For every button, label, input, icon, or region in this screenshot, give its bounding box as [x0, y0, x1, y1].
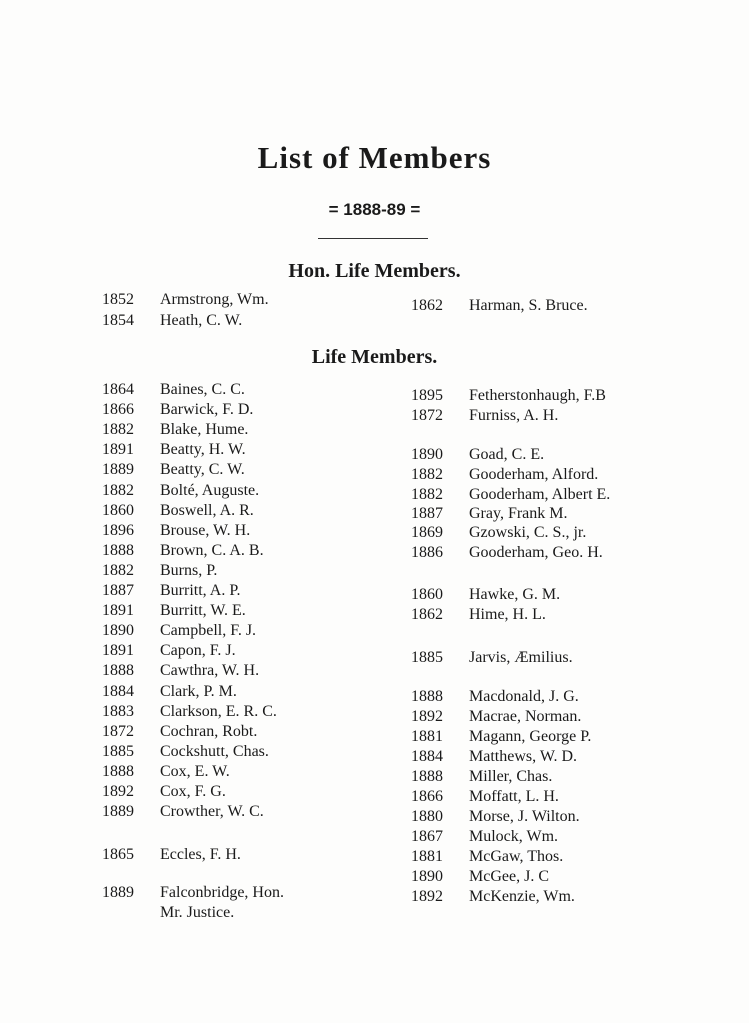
- member-year: 1872: [102, 722, 134, 740]
- member-name: Beatty, H. W.: [160, 441, 246, 459]
- member-name: Burritt, W. E.: [160, 602, 246, 620]
- life-members-heading: Life Members.: [311, 346, 438, 368]
- member-name: Miller, Chas.: [469, 768, 553, 785]
- member-name: Bolté, Auguste.: [160, 481, 260, 499]
- member-name: Baines, C. C.: [160, 381, 245, 398]
- member-year: 1896: [102, 521, 134, 539]
- member-name: Cox, E. W.: [160, 762, 230, 780]
- member-year: 1882: [102, 481, 134, 499]
- member-year: 1860: [411, 586, 443, 603]
- member-entry: [411, 828, 558, 846]
- member-year: 1892: [102, 783, 134, 800]
- member-entry: [102, 312, 242, 330]
- member-name: Hime, H. L.: [469, 606, 546, 623]
- member-name: Beatty, C. W.: [160, 461, 245, 479]
- member-name: McGaw, Thos.: [469, 848, 564, 865]
- member-entry: [102, 743, 269, 761]
- member-year: 1862: [411, 297, 443, 314]
- member-entry: [102, 904, 234, 922]
- member-entry: [102, 461, 245, 479]
- member-year: 1884: [102, 682, 134, 700]
- member-entry: [102, 291, 269, 309]
- member-year: 1885: [411, 649, 443, 666]
- member-name: Armstrong, Wm.: [160, 291, 269, 308]
- member-year: 1888: [102, 762, 134, 780]
- member-entry: [411, 848, 563, 866]
- member-name: Boswell, A. R.: [160, 501, 254, 519]
- member-year: 1890: [102, 622, 134, 640]
- member-name: Burns, P.: [160, 561, 218, 579]
- member-entry: [411, 708, 581, 726]
- member-year: 1872: [411, 407, 443, 424]
- hon-life-members-heading: Hon. Life Members.: [288, 260, 461, 282]
- member-name: Fetherstonhaugh, F.B: [469, 387, 606, 404]
- member-name: McKenzie, Wm.: [469, 888, 575, 905]
- member-name: McGee, J. C: [469, 868, 549, 885]
- member-entry: [411, 868, 549, 886]
- member-entry: [102, 602, 246, 620]
- member-name: Hawke, G. M.: [469, 586, 561, 603]
- member-year: 1887: [102, 582, 134, 599]
- member-entry: [102, 662, 259, 680]
- member-entry: [102, 642, 236, 660]
- member-year: 1881: [411, 848, 443, 865]
- member-year: 1895: [411, 387, 443, 404]
- member-entry: [102, 783, 226, 801]
- member-year: 1881: [411, 728, 443, 745]
- member-name: Eccles, F. H.: [160, 846, 241, 863]
- member-name: Cox, F. G.: [160, 783, 226, 800]
- member-entry: [411, 387, 606, 405]
- member-year: 1889: [102, 461, 134, 479]
- member-year: 1892: [411, 888, 443, 905]
- member-entry: [102, 482, 259, 500]
- member-entry: [411, 446, 544, 464]
- member-year: 1883: [102, 702, 134, 720]
- member-name: Macdonald, J. G.: [469, 688, 579, 705]
- member-name: Goad, C. E.: [469, 446, 545, 463]
- member-entry: [411, 888, 575, 906]
- member-name: Blake, Hume.: [160, 421, 249, 439]
- member-year: 1864: [102, 381, 134, 398]
- member-entry: [411, 788, 559, 806]
- member-name: Crowther, W. C.: [160, 803, 264, 821]
- member-entry: [102, 703, 277, 721]
- member-name: Cawthra, W. H.: [160, 662, 260, 680]
- member-year: 1887: [411, 505, 443, 522]
- member-entry: [102, 522, 250, 540]
- member-year: 1888: [102, 662, 134, 680]
- member-name: Mr. Justice.: [160, 904, 235, 921]
- member-entry: [102, 582, 240, 600]
- member-entry: [411, 768, 552, 786]
- member-entry: [411, 466, 598, 484]
- member-name: Moffatt, L. H.: [469, 788, 559, 805]
- member-entry: [411, 649, 573, 667]
- member-entry: [102, 542, 264, 560]
- member-name: Brown, C. A. B.: [160, 541, 264, 559]
- divider: [318, 238, 428, 239]
- member-name: Clark, P. M.: [160, 682, 237, 700]
- member-year: 1886: [411, 544, 443, 561]
- member-name: Clarkson, E. R. C.: [160, 702, 277, 720]
- member-name: Barwick, F. D.: [160, 401, 254, 419]
- member-year: 1882: [102, 421, 134, 439]
- member-entry: [102, 421, 248, 439]
- page-title: List of Members: [257, 140, 492, 175]
- member-year: 1852: [102, 291, 134, 308]
- member-entry: [102, 723, 257, 741]
- member-entry: [411, 748, 577, 766]
- member-year: 1882: [411, 466, 443, 483]
- member-entry: [411, 728, 591, 746]
- member-year: 1880: [411, 808, 443, 825]
- member-year: 1888: [411, 768, 443, 785]
- member-name: Matthews, W. D.: [469, 748, 577, 765]
- member-entry: [411, 524, 586, 542]
- member-year: 1890: [411, 868, 443, 885]
- member-entry: [102, 622, 256, 640]
- member-entry: [102, 401, 253, 419]
- member-name: Gooderham, Alford.: [469, 466, 599, 483]
- member-name: Furniss, A. H.: [469, 407, 559, 424]
- member-year: 1889: [102, 884, 134, 901]
- member-year: 1866: [102, 401, 134, 419]
- member-name: Capon, F. J.: [160, 642, 236, 660]
- member-name: Falconbridge, Hon.: [160, 884, 284, 901]
- member-year: 1892: [411, 708, 443, 725]
- member-name: Macrae, Norman.: [469, 708, 582, 725]
- member-name: Harman, S. Bruce.: [469, 297, 588, 314]
- member-entry: [411, 544, 603, 562]
- member-year: 1869: [411, 524, 443, 541]
- member-entry: [411, 688, 579, 706]
- member-entry: [411, 486, 610, 504]
- member-entry: [411, 586, 560, 604]
- member-year: 1884: [411, 748, 443, 765]
- member-year: 1860: [102, 501, 134, 519]
- member-entry: [102, 803, 264, 821]
- member-name: Gooderham, Geo. H.: [469, 544, 603, 561]
- member-entry: [411, 606, 546, 624]
- member-year: 1867: [411, 828, 443, 845]
- member-year: 1866: [411, 788, 443, 805]
- member-name: Mulock, Wm.: [469, 828, 559, 845]
- member-year: 1885: [102, 742, 134, 760]
- member-entry: [102, 683, 237, 701]
- member-name: Magann, George P.: [469, 728, 592, 745]
- member-year: 1888: [411, 688, 443, 705]
- member-year: 1890: [411, 446, 443, 463]
- member-entry: [411, 808, 580, 826]
- member-entry: [411, 505, 568, 523]
- member-entry: [411, 407, 558, 425]
- member-year: 1882: [102, 561, 134, 579]
- member-entry: [102, 381, 245, 399]
- member-year: 1891: [102, 441, 134, 459]
- member-entry: [102, 763, 230, 781]
- member-entry: [102, 441, 246, 459]
- member-entry: [102, 846, 241, 864]
- member-entry: [411, 297, 588, 315]
- season-label: = 1888-89 =: [328, 200, 421, 219]
- member-name: Burritt, A. P.: [160, 582, 241, 599]
- member-year: 1865: [102, 846, 134, 863]
- member-name: Gooderham, Albert E.: [469, 486, 611, 503]
- member-year: 1882: [411, 486, 443, 503]
- member-year: 1888: [102, 541, 134, 559]
- member-year: 1889: [102, 803, 134, 821]
- member-name: Brouse, W. H.: [160, 521, 251, 539]
- member-name: Jarvis, Æmilius.: [469, 649, 573, 666]
- member-name: Heath, C. W.: [160, 312, 243, 329]
- member-entry: [102, 884, 284, 902]
- member-entry: [102, 562, 217, 580]
- member-name: Cochran, Robt.: [160, 722, 258, 740]
- member-year: 1891: [102, 642, 134, 660]
- member-year: 1891: [102, 602, 134, 620]
- member-year: 1854: [102, 312, 134, 329]
- member-name: Gzowski, C. S., jr.: [469, 524, 587, 541]
- member-name: Cockshutt, Chas.: [160, 742, 269, 760]
- member-year: 1862: [411, 606, 443, 623]
- member-name: Morse, J. Wilton.: [469, 808, 580, 825]
- member-name: Campbell, F. J.: [160, 622, 257, 640]
- member-name: Gray, Frank M.: [469, 505, 568, 522]
- member-entry: [102, 502, 254, 520]
